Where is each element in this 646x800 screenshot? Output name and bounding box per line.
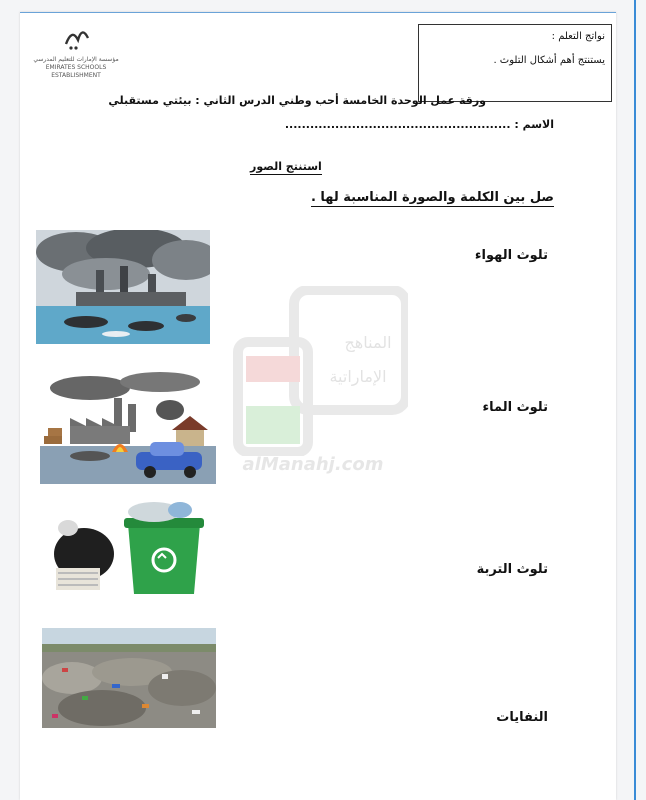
- trash-bin-image[interactable]: [44, 498, 216, 596]
- watermark-logo: [218, 286, 408, 496]
- logo-line-english: EMIRATES SCHOOLS ESTABLISHMENT: [45, 64, 107, 79]
- top-rule: [20, 12, 616, 13]
- watermark-line1: المناهج: [344, 333, 392, 352]
- instruction-text: صل بين الكلمة والصورة المناسبة لها .: [310, 190, 554, 205]
- student-name-field[interactable]: الاسم : ......................................................: [284, 118, 554, 131]
- word-water-pollution[interactable]: تلوث الماء: [482, 400, 548, 415]
- word-waste[interactable]: النفايات: [496, 710, 548, 725]
- logo-glyph-icon: [62, 22, 92, 52]
- learning-outcomes-box: [418, 24, 612, 102]
- learning-outcomes-title: نواتج التعلم :: [551, 31, 605, 42]
- section-title: استنتج الصور: [250, 160, 322, 173]
- word-air-pollution[interactable]: تلوث الهواء: [474, 248, 548, 263]
- page-edge-rule: [634, 0, 636, 800]
- factory-car-fire-image[interactable]: [40, 370, 216, 484]
- word-soil-pollution[interactable]: تلوث التربة: [476, 562, 548, 577]
- factory-smoke-water-image[interactable]: [36, 230, 210, 344]
- watermark-emblem-icon: [218, 286, 408, 456]
- watermark-site: alManahj.com: [242, 454, 384, 475]
- learning-outcomes-text: يستنتج أهم أشكال التلوث .: [493, 55, 605, 66]
- ministry-logo: [26, 22, 126, 80]
- worksheet-title: ورقة عمل الوحدة الخامسة أحب وطني الدرس الثاني : بيئتي مستقبلي: [108, 94, 486, 107]
- landfill-image[interactable]: [42, 628, 216, 728]
- logo-line-arabic: مؤسسة الإمارات للتعليم المدرسي: [33, 56, 119, 63]
- watermark-line2: الإماراتية: [329, 367, 387, 386]
